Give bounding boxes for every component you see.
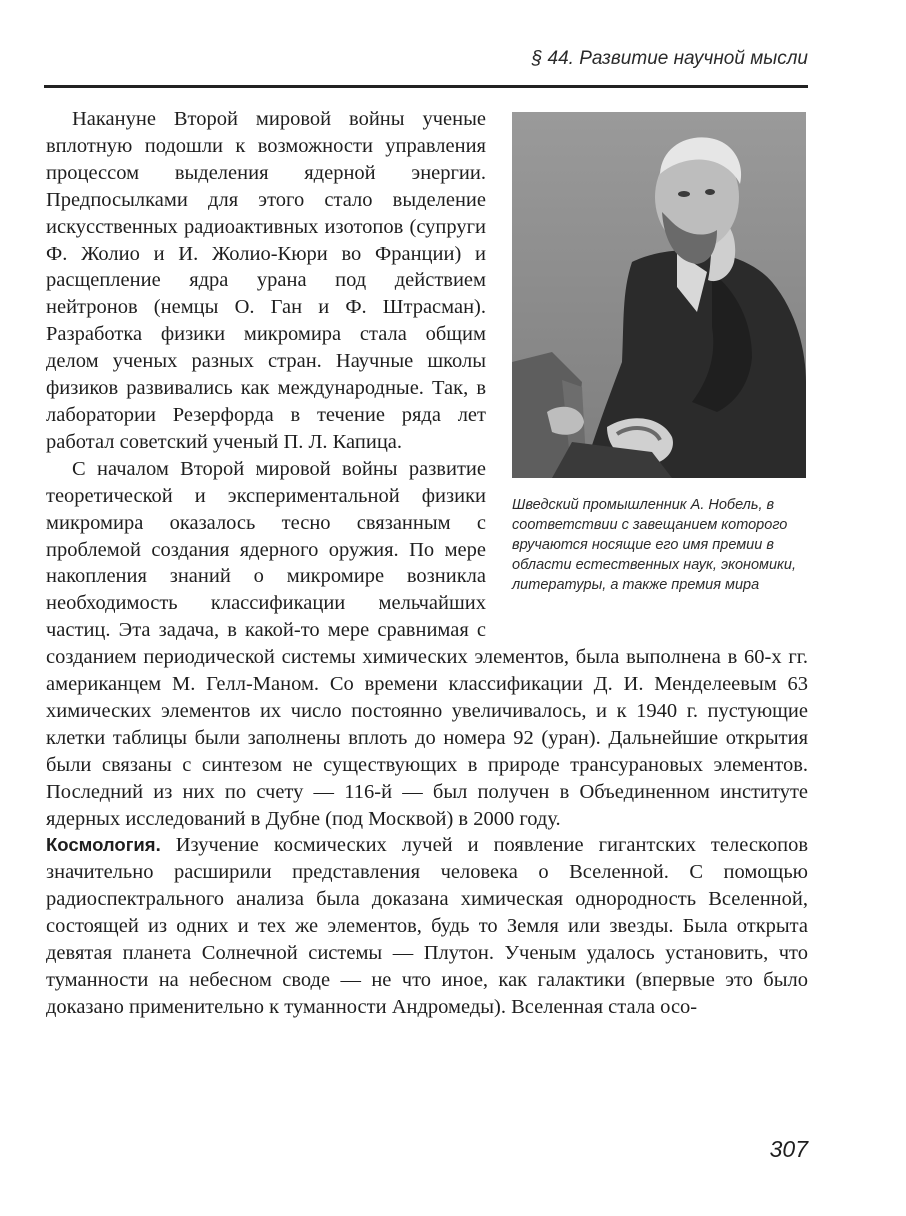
figure-caption: Шведский промышленник А. Нобель, в соответствии с завещанием которого вручаются носящие его имя премии в области естественных наук, экономики, литературы, а также премия мира: [512, 497, 796, 593]
running-title: § 44. Развитие научной мысли: [531, 48, 808, 69]
paragraph-3-text: Изучение космических лучей и появление гигантских телескопов значительно расширили представления человека о Вселенной. С помощью радиоспектрального анализа была доказана химическая однородность Вселенной, состоящей из одних и тех же элементов, будь то Земля или звезды. Была открыта девятая планета Солнечной системы — Плутон. Ученым удалось установить, что туманности на небесном своде — не что иное, как галактики (впервые это было доказано применительно к туманности Андромеды). Вселенная стала осо-: [46, 834, 808, 1018]
running-header: [44, 48, 808, 70]
main-text: [46, 106, 808, 1021]
paragraph-2: С началом Второй мировой войны развитие теоретической и экспериментальной физики микромира оказалось тесно связанным с проблемой создания ядерного оружия. По мере накопления знаний о микромире возникла необходимость классификации мельчайших частиц. Эта задача, в какой-то мере сравнимая с созданием периодической системы химических элементов, была выполнена в 60-х гг. американцем М. Гелл-Маном. Со времени классификации Д. И. Менделеевым 63 химических элементов их число постоянно увеличивалось, и к 1940 г. пустующие клетки таблицы были заполнены вплоть до номера 92 (уран). Дальнейшие открытия были связаны с синтезом не существующих в природе трансурановых элементов. Последний из них по счету — 116-й — был получен в Объединенном институте ядерных исследований в Дубне (под Москвой) в 2000 году.: [46, 457, 808, 830]
portrait-photo-illustration: [512, 112, 806, 478]
header-rule: [44, 85, 808, 88]
page-number: 307: [769, 1136, 808, 1162]
paragraph-3: [46, 832, 808, 1020]
figure: [512, 112, 808, 634]
paragraph-1: Накануне Второй мировой войны ученые вплотную подошли к возможности управления процессом выделения ядерной энергии. Предпосылками для этого стало выделение искусственных радиоактивных изотопов (супруги Ф. Жолио и И. Жолио-Кюри во Франции) и расщепление ядра урана под действием нейтронов (немцы О. Ган и Ф. Штрасман). Разработка физики микромира стала общим делом ученых разных стран. Научные школы физиков развивались как международные. Так, в лаборатории Резерфорда в течение ряда лет работал советский ученый П. Л. Капица.: [46, 108, 486, 453]
section-heading: Космология.: [46, 834, 161, 856]
portrait-photo: [512, 112, 806, 478]
